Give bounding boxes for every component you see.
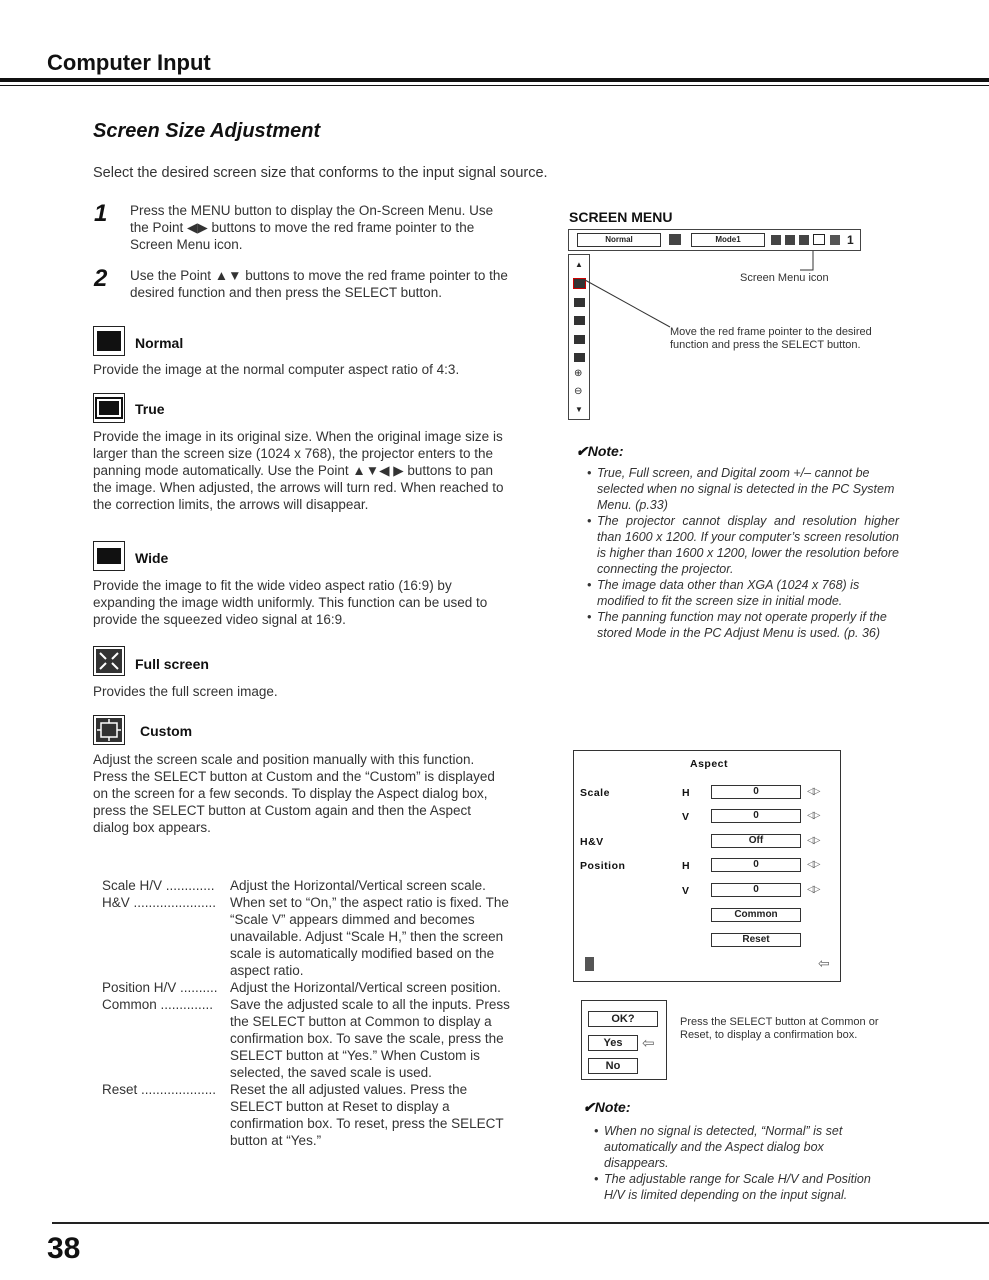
definition-term: Position H/V .......... [102, 980, 218, 995]
note-1-list [587, 465, 899, 641]
note-2-item: • When no signal is detected, “Normal” is set automatically and the Aspect dialog box disappears. [594, 1123, 884, 1171]
true-desc: Provide the image in its original size. When the original image size is larger than the screen size (1024 x 768), the projector enters to the panning mode automatically. Use the Point ▲▼◀ ▶ buttons to pan the image. When adjusted, the arrows will turn red. When reached to the correction limits, the arrows will disappear. [93, 429, 504, 512]
position-h-label: H [682, 860, 691, 872]
menu-icon [799, 235, 809, 245]
header-rule-thin [0, 85, 989, 86]
pointer-callout: Move the red frame pointer to the desired function and press the SELECT button. [670, 326, 872, 351]
step-2-text: Use the Point ▲▼ buttons to move the red frame pointer to the desired function and then press the SELECT button. [130, 268, 508, 300]
screen-menu-heading: SCREEN MENU [569, 209, 673, 225]
position-h-arrows-icon[interactable]: ◁▷ [807, 859, 819, 870]
definition-term: Common .............. [102, 997, 214, 1012]
aspect-title: Aspect [690, 758, 729, 770]
screen-menu-field-mode: Mode1 [691, 233, 765, 247]
confirmation-caption: Press the SELECT button at Common or Reset, to display a confirmation box. [680, 1016, 879, 1041]
note-2-item: • The adjustable range for Scale H/V and Position H/V is limited depending on the input signal. [594, 1171, 884, 1203]
note-2-title [583, 1099, 631, 1116]
scale-h-arrows-icon[interactable]: ◁▷ [807, 786, 819, 797]
note-1-item: • True, Full screen, and Digital zoom +/– cannot be selected when no signal is detected in the PC System Menu. (p.33) [587, 465, 899, 513]
scale-label: Scale [580, 787, 610, 799]
definition-row [102, 979, 510, 996]
step-1-number: 1 [94, 200, 108, 227]
custom-icon [574, 353, 585, 362]
note-2-list [594, 1123, 884, 1203]
normal-desc: Provide the image at the normal computer aspect ratio of 4:3. [93, 362, 460, 377]
wide-icon [574, 316, 585, 325]
definition-row [102, 1081, 510, 1149]
scale-v-value[interactable]: 0 [711, 809, 801, 823]
position-label: Position [580, 860, 626, 872]
step-2-number: 2 [94, 265, 108, 292]
common-button[interactable]: Common [711, 908, 801, 922]
full-screen-desc: Provides the full screen image. [93, 684, 278, 699]
screen-menu-bar [568, 229, 861, 251]
back-arrow-icon[interactable]: ⇦ [818, 955, 830, 971]
true-label: True [135, 401, 165, 417]
definition-desc: Save the adjusted scale to all the inputs. Press the SELECT button at Common to display a confirmation box. To save the scale, press the SELECT button at “Yes.” When Custom is selected, the saved scale is used. [230, 997, 510, 1080]
section-title: Screen Size Adjustment [93, 120, 321, 142]
menu-icon [785, 235, 795, 245]
note-1-item: • The projector cannot display and resolution higher than 1600 x 1200. If your computer’s screen resolution is higher than 1600 x 1200, lower the resolution before connecting the projector. [587, 513, 899, 577]
exit-icon[interactable] [585, 957, 594, 971]
wide-mode-icon [93, 541, 125, 571]
full-screen-mode-icon [93, 646, 125, 676]
definition-term: Scale H/V ............. [102, 878, 215, 893]
note-1-item: • The panning function may not operate properly if the stored Mode in the PC Adjust Menu is used. (p. 36) [587, 609, 899, 641]
definition-term: H&V ...................... [102, 895, 217, 910]
normal-mode-icon [93, 326, 125, 356]
page-header-title: Computer Input [47, 50, 211, 75]
scale-h-label: H [682, 787, 691, 799]
yes-button[interactable]: Yes [588, 1035, 638, 1051]
full-screen-label: Full screen [135, 656, 209, 672]
header-rule [0, 78, 989, 82]
hv-label: H&V [580, 836, 604, 848]
position-v-label: V [682, 885, 690, 897]
reset-button[interactable]: Reset [711, 933, 801, 947]
definition-row [102, 877, 510, 894]
no-button[interactable]: No [588, 1058, 638, 1074]
menu-icon [771, 235, 781, 245]
hv-arrows-icon[interactable]: ◁▷ [807, 835, 819, 846]
position-h-value[interactable]: 0 [711, 858, 801, 872]
definition-desc: Adjust the Horizontal/Vertical screen position. [230, 980, 501, 995]
confirmation-box [581, 1000, 667, 1080]
screen-menu-icon [813, 234, 825, 245]
note-1-title-text: Note: [587, 443, 624, 459]
wide-desc: Provide the image to fit the wide video aspect ratio (16:9) by expanding the image width uniformly. This function can be used to provide the squeezed video signal at 16:9. [93, 578, 488, 627]
normal-icon [574, 279, 585, 288]
zoom-in-icon: ⊕ [574, 368, 583, 379]
section-intro: Select the desired screen size that conforms to the input signal source. [93, 165, 548, 181]
true-icon [574, 298, 585, 307]
definition-desc: Reset the all adjusted values. Press the SELECT button at Reset to display a confirmation box. To reset, press the SELECT button at “Yes.” [230, 1082, 504, 1148]
aspect-dialog [573, 750, 841, 982]
scale-h-value[interactable]: 0 [711, 785, 801, 799]
definition-desc: When set to “On,” the aspect ratio is fixed. The “Scale V” appears dimmed and becomes unavailable. Adjust “Scale H,” then the screen scale is automatically modified based on the aspect ratio. [230, 895, 509, 978]
footer-rule [52, 1222, 989, 1224]
normal-label: Normal [135, 335, 184, 351]
definition-row [102, 996, 510, 1081]
hv-value[interactable]: Off [711, 834, 801, 848]
custom-mode-icon [93, 715, 125, 745]
checkmark-icon: ✔ [583, 1099, 595, 1115]
scale-v-arrows-icon[interactable]: ◁▷ [807, 810, 819, 821]
position-v-value[interactable]: 0 [711, 883, 801, 897]
scale-v-label: V [682, 811, 690, 823]
definition-row [102, 894, 510, 979]
page-number: 38 [47, 1232, 81, 1265]
zoom-out-icon: ⊖ [574, 386, 583, 397]
definition-desc: Adjust the Horizontal/Vertical screen scale. [230, 878, 486, 893]
pointer-arrow-icon: ⇦ [642, 1035, 655, 1052]
definition-list [102, 877, 510, 1149]
note-1-item: • The image data other than XGA (1024 x 768) is modified to fit the screen size in initial mode. [587, 577, 899, 609]
wide-label: Wide [135, 550, 169, 566]
screen-menu-icon-callout: Screen Menu icon [740, 272, 829, 284]
custom-desc: Adjust the screen scale and position manually with this function. Press the SELECT button at Custom and the “Custom” is displayed on the screen for a few seconds. To display the Aspect dialog box, press the SELECT button at Custom again and then the Aspect dialog box appears. [93, 752, 495, 835]
page-indicator: 1 [847, 233, 854, 247]
ok-prompt: OK? [588, 1011, 658, 1027]
menu-icon [830, 235, 840, 245]
down-arrow-icon: ▼ [575, 405, 583, 414]
menu-icon [669, 234, 681, 245]
position-v-arrows-icon[interactable]: ◁▷ [807, 884, 819, 895]
checkmark-icon: ✔ [576, 443, 588, 459]
step-1-text: Press the MENU button to display the On-Screen Menu. Use the Point ◀▶ buttons to move the red frame pointer to the Screen Menu icon. [130, 203, 494, 252]
screen-menu-field-normal: Normal [577, 233, 661, 247]
up-arrow-icon: ▲ [575, 260, 583, 269]
definition-term: Reset .................... [102, 1082, 217, 1097]
note-1-title [576, 443, 624, 460]
true-mode-icon [93, 393, 125, 423]
full-screen-icon [574, 335, 585, 344]
custom-label: Custom [140, 723, 193, 739]
note-2-title-text: Note: [594, 1099, 631, 1115]
